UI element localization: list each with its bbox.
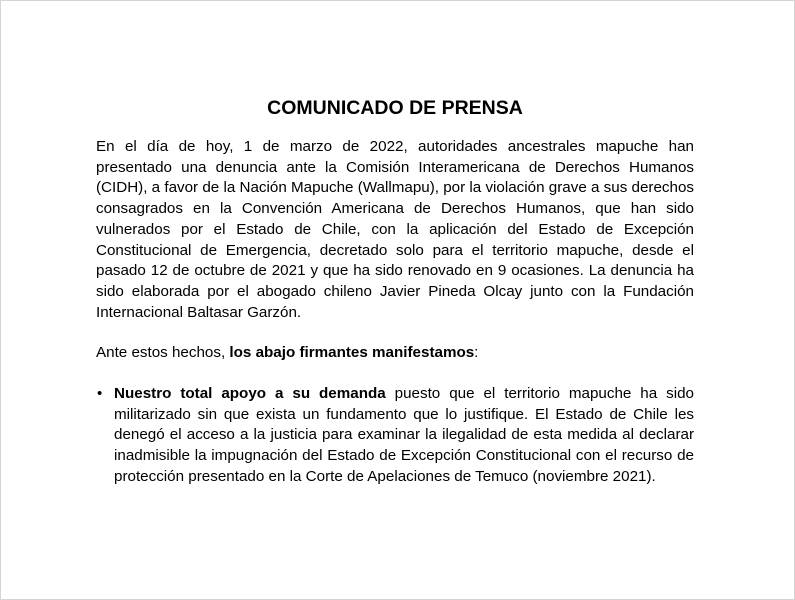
list-item: [96, 384, 694, 488]
lead-suffix: :: [474, 344, 479, 362]
bullet-bold-text: Nuestro total apoyo a su demanda: [114, 385, 386, 403]
intro-paragraph: En el día de hoy, 1 de marzo de 2022, autoridades ancestrales mapuche han presentado una denuncia ante la Comisión Interamericana de Derechos Humanos (CIDH), a favor de la Nación Mapuche (Wallmapu), por la violación grave a sus derechos consagrados en la Convención Americana de Derechos Humanos, que han sido vulnerados por el Estado de Chile, con la aplicación del Estado de Excepción Constitucional de Emergencia, decretado solo para el territorio mapuche, desde el pasado 12 de octubre de 2021 y que ha sido renovado en 9 ocasiones. La denuncia ha sido elaborada por el abogado chileno Javier Pineda Olcay junto con la Fundación Internacional Baltasar Garzón.: [96, 138, 694, 321]
bullet-icon: •: [97, 385, 103, 403]
bullet-list: [96, 384, 694, 488]
document-body: [96, 95, 694, 488]
lead-bold: los abajo firmantes manifestamos: [229, 344, 475, 362]
lead-prefix: Ante estos hechos,: [96, 344, 230, 362]
lead-paragraph: [96, 343, 694, 364]
bullet-text: puesto que el territorio mapuche ha sido militarizado sin que exista un fundamento que lo justifique. El Estado de Chile les denegó el acceso a la justicia para examinar la ilegalidad de esta medida al declarar inadmisible la impugnación del Estado de Excepción Constitucional con el recurso de protección presentado en la Corte de Apelaciones de Temuco (noviembre 2021).: [114, 385, 694, 485]
page-title: COMUNICADO DE PRENSA: [267, 97, 523, 119]
